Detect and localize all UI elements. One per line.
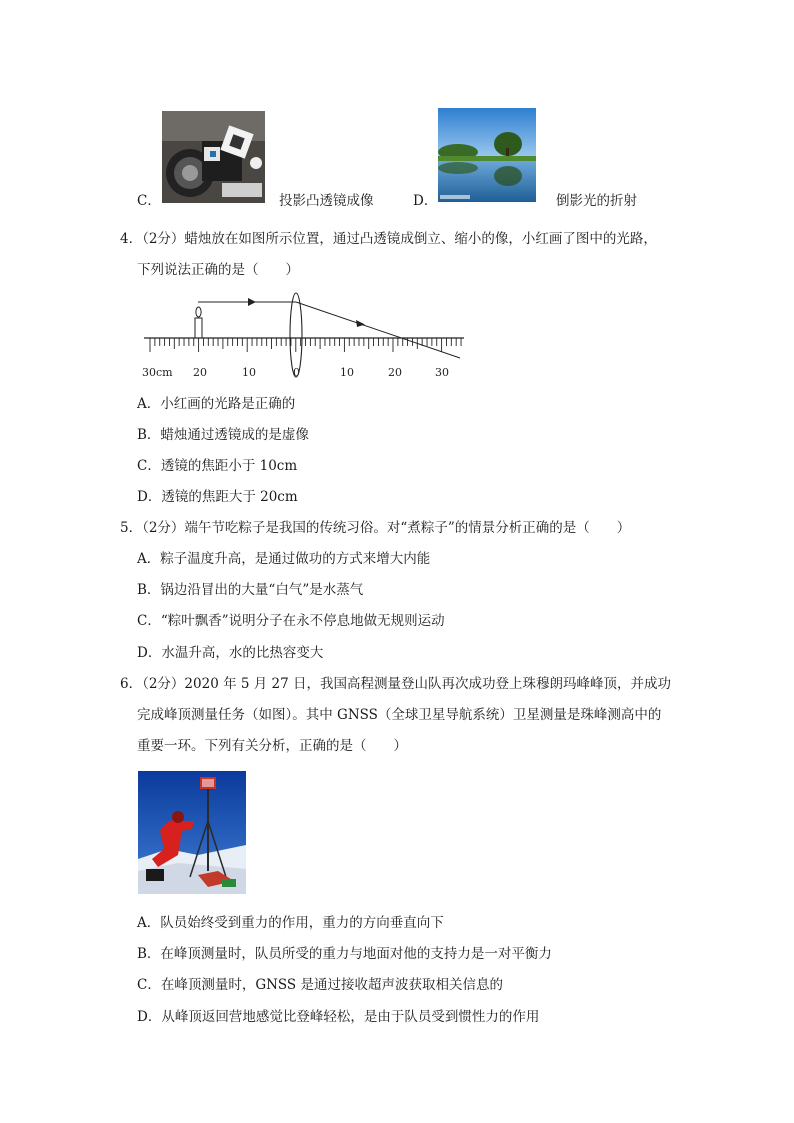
q5-option-c[interactable]: C．“粽叶飘香”说明分子在永不停息地做无规则运动 (137, 613, 445, 629)
ruler-label-20-left: 20 (193, 366, 207, 379)
q4-stem-line1: 4．（2分）蜡烛放在如图所示位置，通过凸透镜成倒立、缩小的像，小红画了图中的光路， (120, 231, 657, 247)
lens-ruler-diagram (138, 288, 473, 386)
light-ray-refracted (296, 302, 460, 358)
q5-option-d[interactable]: D．水温升高，水的比热容变大 (137, 645, 324, 661)
projector-photo (162, 111, 265, 203)
q5-option-b[interactable]: B．锅边沿冒出的大量“白气”是水蒸气 (137, 582, 364, 598)
ruler-label-0: 0 (293, 366, 300, 379)
option-d-letter: D． (413, 193, 438, 209)
convex-lens (290, 293, 302, 377)
ray-arrow-1 (248, 298, 256, 306)
lake-reflection-photo (438, 108, 536, 202)
q4-stem-line2: 下列说法正确的是（ ） (137, 262, 299, 278)
ruler-label-10-right: 10 (340, 366, 354, 379)
q4-option-a[interactable]: A．小红画的光路是正确的 (137, 396, 296, 412)
q4-option-d[interactable]: D．透镜的焦距大于 20cm (137, 489, 298, 505)
ruler-label-30-right: 30 (435, 366, 449, 379)
q5-stem: 5．（2分）端午节吃粽子是我国的传统习俗。对“煮粽子”的情景分析正确的是（ ） (120, 520, 631, 536)
q6-option-b[interactable]: B．在峰顶测量时，队员所受的重力与地面对他的支持力是一对平衡力 (137, 946, 552, 962)
option-c-letter: C． (137, 193, 161, 209)
ruler-label-30cm-left: 30cm (142, 366, 173, 379)
q6-stem-line3: 重要一环。下列有关分析，正确的是（ ） (137, 738, 407, 754)
q4-option-b[interactable]: B．蜡烛通过透镜成的是虚像 (137, 427, 309, 443)
option-c-caption: 投影凸透镜成像 (279, 193, 374, 209)
q6-stem-line2: 完成峰顶测量任务（如图）。其中 GNSS（全球卫星导航系统）卫星测量是珠峰测高中的 (137, 707, 662, 723)
option-d-caption: 倒影光的折射 (556, 193, 637, 209)
ruler-ticks (150, 338, 461, 352)
q4-option-c[interactable]: C．透镜的焦距小于 10cm (137, 458, 298, 474)
q6-option-d[interactable]: D．从峰顶返回营地感觉比登峰轻松，是由于队员受到惯性力的作用 (137, 1009, 540, 1025)
q6-option-a[interactable]: A．队员始终受到重力的作用，重力的方向垂直向下 (137, 915, 444, 931)
candle-icon (195, 307, 202, 338)
summit-survey-photo (138, 771, 246, 894)
q6-stem-line1: 6．（2分）2020 年 5 月 27 日，我国高程测量登山队再次成功登上珠穆朗玛峰峰顶，并成功 (120, 676, 672, 692)
q5-option-a[interactable]: A．粽子温度升高，是通过做功的方式来增大内能 (137, 551, 431, 567)
ruler-label-20-right: 20 (388, 366, 402, 379)
q6-option-c[interactable]: C．在峰顶测量时，GNSS 是通过接收超声波获取相关信息的 (137, 977, 503, 993)
ray-arrow-2 (356, 320, 365, 327)
ruler-label-10-left: 10 (242, 366, 256, 379)
